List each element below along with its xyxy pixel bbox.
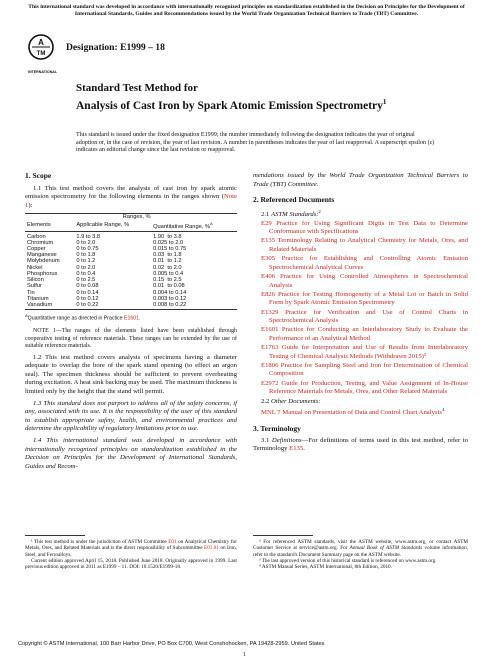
elements-table-body: [25, 234, 237, 308]
quantitative-range-cell: 0.003 to 0.12: [153, 295, 187, 302]
table-bottom-rule: [25, 309, 237, 310]
paragraph-1-3: 1.3 This standard does not purport to address all of the safety concerns, if any, associated with its use. It is the responsibility of the user of this standard to establish appropriate safety, health, and environmental practices and determine the applicability of regulatory limitations prior to use.: [25, 399, 237, 433]
quantitative-range-cell: 0.005 to 0.4: [153, 270, 184, 277]
astm-logo-icon: [28, 34, 54, 68]
applicable-range-cell: 0 to 2.0: [76, 239, 96, 246]
reference-item[interactable]: [261, 291, 468, 308]
p31-definitions: Definitions: [271, 436, 302, 444]
quantitative-range-cell: 0.02 to 2.0: [153, 264, 182, 271]
fn1-text-a: ¹ This test method is under the jurisdiction of ASTM Committee: [31, 539, 169, 545]
reference-code-link[interactable]: E135: [261, 237, 276, 245]
element-name-cell: Molybdenum: [27, 258, 60, 265]
applicable-range-cell: 0 to 2.0: [76, 264, 96, 271]
quantitative-range-cell: 0.025 to 2.0: [153, 239, 184, 246]
applicable-range-cell: 0 to 0.12: [76, 295, 99, 302]
applicable-range-cell: 0 to 0.75: [76, 246, 99, 253]
reference-item[interactable]: [261, 380, 468, 397]
element-name-cell: Copper: [27, 246, 46, 253]
p31-end: .: [303, 445, 305, 453]
reference-item[interactable]: [261, 362, 468, 379]
reference-title[interactable]: Practice for Testing Homogeneity of a Metal Lot or Batch in Solid Form by Spark Atomic Emission Spectrometry: [269, 290, 468, 307]
element-name-cell: Vanadium: [27, 301, 53, 308]
mnl7-sup: 4: [442, 407, 445, 413]
applicable-range-cell: 0 to 0.14: [76, 289, 99, 296]
left-footnotes: [25, 535, 237, 570]
col-applicable: Applicable Range, %: [76, 222, 130, 229]
copyright-footer: Copyright © ASTM International, 100 Barr Harbor Drive, PO Box C700, West Conshohocken, PA 19428-2959. United States: [18, 641, 325, 647]
elements-table: [25, 213, 237, 323]
quantitative-range-cell: 0.008 to 0.22: [153, 301, 187, 308]
sub2-number: 2.2: [261, 397, 272, 405]
col-elements: Elements: [27, 222, 51, 229]
table-header-rule: [25, 231, 237, 232]
logo-caption: INTERNATIONAL: [28, 70, 58, 74]
fn1-text-c: on Iron, Steel, and Ferroalloys.: [25, 545, 237, 558]
sub1-number: 2.1: [261, 211, 272, 219]
e135-link-terminology[interactable]: E135: [289, 445, 304, 453]
footnote-2: [253, 539, 468, 558]
title-line-2: [76, 95, 416, 113]
paragraph-1-4: 1.4 This international standard was developed in accordance with internationally recognized principles on standardization established in the Decision on Principles for the Development of International Standards, Guides and Recom-: [25, 437, 237, 470]
element-name-cell: Tin: [27, 289, 35, 296]
page-number: 1: [243, 652, 246, 658]
paragraph-1-1: [25, 185, 237, 211]
fn2-text-a: ² For referenced ASTM standards, visit the ASTM website, www.astm.org, or contact ASTM Customer Service at service@astm.org. For: [253, 539, 468, 552]
col-quantitative: [151, 221, 237, 230]
applicable-range-cell: 0 to 1.2: [76, 258, 96, 265]
reference-title[interactable]: Practice for Establishing and Controlling Atomic Emission Spectrochemical Analytical Curves: [269, 255, 468, 271]
table-footnote-text: Quantitative range as directed in Practice: [27, 315, 124, 322]
subsection-2-1: [261, 208, 468, 220]
col-quant-label: Quantitative Range, %: [153, 223, 211, 230]
reference-title[interactable]: Practice for Using Significant Digits in Test Data to Determine Conformance with Specifications: [269, 219, 468, 236]
paragraph-3-1: [253, 437, 468, 454]
fn2-text-b: volume information, refer to the standard's Document Summary page on the ASTM website.: [253, 545, 468, 558]
element-name-cell: Phosphorus: [27, 270, 58, 277]
mnl7-reference[interactable]: [261, 406, 468, 418]
reference-item[interactable]: [261, 220, 468, 237]
title-text: Analysis of Cast Iron by Spark Atomic Emission Spectrometry: [76, 99, 383, 112]
fn1-text-b: on Analytical Chemistry for Metals, Ores, and Related Materials and is the direct responsibility of Subcommittee: [25, 539, 238, 552]
reference-code-link[interactable]: E2972: [261, 379, 279, 387]
title-line-1: Standard Test Method for: [76, 82, 198, 94]
table-row: [25, 302, 237, 308]
svg-text:TM: TM: [36, 51, 46, 57]
footnote-3: ³ The last approved version of this historical standard is referenced on www.astm.org.: [259, 557, 437, 564]
right-column: [253, 172, 468, 454]
issue-note: This standard is issued under the fixed designation E1999; the number immediately following the designation indicates the year of original adoption or, in the case of revision, the year of last revision. A number in parentheses indicates the year of last reapproval. A superscript epsilon (ε) indicates an editorial change since the last revision or reapproval.: [76, 132, 435, 154]
element-name-cell: Manganese: [27, 252, 57, 259]
applicable-range-cell: 0 to 0.4: [76, 270, 96, 277]
quantitative-range-cell: 1.90 to 3.8: [153, 233, 182, 240]
ranges-header: Ranges, %: [122, 214, 151, 221]
reference-item[interactable]: [261, 255, 468, 272]
elements-table-grid: [25, 214, 237, 308]
section-heading-terminology: 3. Terminology: [253, 424, 301, 434]
fn2-book: Annual Book of ASTM Standards: [349, 545, 423, 552]
reference-title[interactable]: Practice for Sampling Steel and Iron for Determination of Chemical Composition: [269, 361, 468, 378]
note-1: NOTE 1—The ranges of the elements listed have been established through cooperative testing of reference materials. These ranges can be extended by the use of suitable reference materials.: [25, 328, 237, 350]
title-footnote-ref: 1: [382, 98, 387, 106]
element-name-cell: Chromium: [27, 239, 54, 246]
element-name-cell: Nickel: [27, 264, 43, 271]
reference-title[interactable]: Practice for Verification and Use of Control Charts in Spectrochemical Analysis: [269, 308, 468, 325]
paragraph-1-4-continued: mendations issued by the World Trade Organization Technical Barriers to Trade (TBT) Committee.: [253, 172, 468, 188]
reference-title[interactable]: Guide for Production, Testing, and Value Assignment of In-House Reference Materials for Metals, Ores, and Other Related Materials: [269, 379, 468, 396]
footnote-1: [25, 539, 237, 558]
p31-text: —For definitions of terms used in this test method, refer to Terminology: [253, 436, 468, 453]
reference-item[interactable]: [261, 344, 468, 361]
reference-title[interactable]: Practice for Using Controlled Atmospheres in Spectrochemical Analysis: [269, 272, 468, 289]
applicable-range-cell: 0 to 0.22: [76, 301, 99, 308]
footnote-1-edition: Current edition approved April 15, 2018. Published June 2018. Originally approved in 1999. Last previous edition approved in 2011 as E1999 – 11. DOI: 10.1520/E1999-18.: [25, 557, 237, 571]
quantitative-range-cell: 0.03 to 1.8: [153, 252, 182, 259]
e0101-link[interactable]: E01.01: [204, 545, 219, 552]
reference-code-link[interactable]: E29: [261, 219, 272, 227]
applicable-range-cell: 0 to 0.08: [76, 283, 99, 290]
footnote-rule-left: [25, 535, 85, 536]
reference-list: [261, 220, 468, 397]
reference-code-link[interactable]: E826: [261, 290, 276, 298]
element-name-cell: Carbon: [27, 233, 46, 240]
right-footnotes: [253, 535, 468, 570]
top-notice: This international standard was developed in accordance with internationally recognized principles on standardization established in the Decision on Principles for the Development of International Standards, Guides and Recommendations issued by the World Trade Organization Technical Barriers to Trade (TBT) Committee.: [28, 4, 465, 17]
element-name-cell: Silicon: [27, 277, 44, 284]
sub1-title: ASTM Standards:: [271, 211, 319, 219]
p1-end: ):: [28, 201, 33, 209]
table-footnote-sup: A: [25, 313, 28, 319]
note-1-link[interactable]: Note 1: [25, 193, 237, 209]
paragraph-1-2: 1.2 This test method covers analysis of specimens having a diameter adequate to overlap the bore of the spark stand opening (to effect an argon seal). The specimen thickness should be sufficient to prevent overheating during excitation. A heat sink backing may be used. The maximum thickness is limited only by the height that the stand will permit.: [25, 353, 237, 396]
astm-logo: [28, 34, 58, 74]
reference-title[interactable]: Practice for Conducting an Interlaboratory Study to Evaluate the Performance of an Analytical Method: [269, 326, 468, 342]
quantitative-range-cell: 0.004 to 0.14: [153, 289, 187, 296]
table-footnote-end: .: [139, 315, 141, 322]
reference-item[interactable]: [261, 237, 468, 254]
applicable-range-cell: 1.9 to 3.8: [76, 233, 101, 240]
sub1-sup: 2: [318, 208, 321, 214]
quantitative-range-cell: 0.01 to 0.08: [153, 283, 185, 290]
reference-item[interactable]: [261, 309, 468, 326]
reference-item[interactable]: [261, 326, 468, 343]
element-name-cell: Titanium: [27, 295, 49, 302]
footnote-rule-right: [253, 535, 313, 536]
left-column: [25, 172, 237, 471]
reference-code-link[interactable]: E305: [261, 255, 276, 263]
element-name-cell: Sulfur: [27, 283, 42, 290]
quantitative-range-cell: 0.015 to 0.75: [153, 246, 187, 253]
p31-number: 3.1: [261, 436, 272, 444]
applicable-range-cell: 0 to 1.8: [76, 252, 96, 259]
applicable-range-cell: 0 to 2.5: [76, 277, 96, 284]
reference-title[interactable]: Guide for Interpretation and Use of Results from Interlaboratory Testing of Chemical Analysis Methods (Withdrawn 2015)³: [269, 344, 468, 360]
reference-code-link[interactable]: E1329: [261, 308, 279, 316]
quantitative-range-cell: 0.01 to 1.2: [153, 258, 182, 265]
e01-link[interactable]: E01: [168, 539, 177, 545]
reference-title[interactable]: Terminology Relating to Analytical Chemistry for Metals, Ores, and Related Materials: [269, 237, 468, 253]
reference-code-link[interactable]: E406: [261, 272, 276, 280]
sub2-title: Other Documents:: [271, 397, 321, 405]
e1601-link-table[interactable]: E1601: [123, 315, 139, 322]
table-footnote: [25, 312, 237, 323]
reference-item[interactable]: [261, 273, 468, 290]
svg-text:A: A: [38, 38, 44, 47]
designation: Designation: E1999 – 18: [66, 42, 165, 53]
footnote-4: ⁴ ASTM Manual Series, ASTM International, 8th Edition, 2010.: [259, 564, 392, 571]
quantitative-range-cell: 0.15 to 2.5: [153, 277, 182, 284]
reference-code-link[interactable]: E1763: [261, 344, 279, 352]
reference-code-link[interactable]: E1601: [261, 326, 279, 334]
section-heading-references: 2. Referenced Documents: [253, 195, 335, 205]
subsection-2-2: [261, 398, 468, 407]
col-quant-sup: A: [210, 220, 213, 226]
mnl7-text: MNL 7 Manual on Presentation of Data and Control Chart Analysis: [261, 409, 443, 417]
section-heading-scope: 1. Scope: [25, 171, 52, 180]
p1-text: 1.1 This test method covers the analysis of cast iron by spark atomic emission spectrometry for the following elements in the ranges shown (: [25, 184, 237, 201]
reference-code-link[interactable]: E1806: [261, 361, 279, 369]
